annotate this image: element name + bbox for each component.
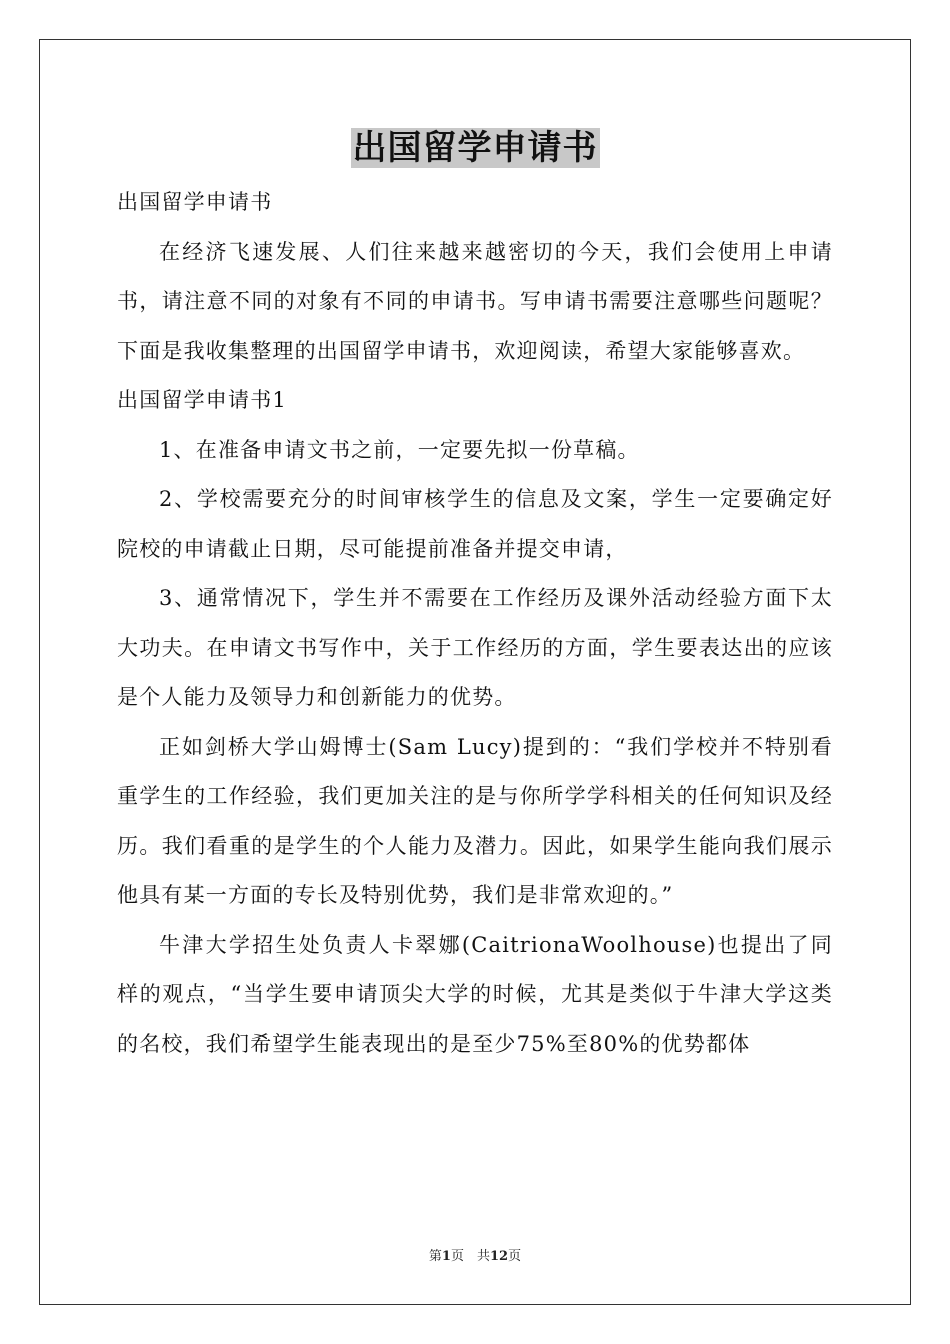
paragraph-cambridge-quote: 正如剑桥大学山姆博士(Sam Lucy)提到的：“我们学校并不特别看重学生的工作经验，我们更加关注的是与你所学学科相关的任何知识及经历。我们看重的是学生的个人能力及潜力。因此，如果学生能向我们展示他具有某一方面的专长及特别优势，我们是非常欢迎的。” [117,734,833,907]
paragraph-point-3: 3、通常情况下，学生并不需要在工作经历及课外活动经验方面下太大功夫。在申请文书写作中，关于工作经历的方面，学生要表达出的应该是个人能力及领导力和创新能力的优势。 [117,586,833,709]
document-body [117,178,833,1069]
paragraph-oxford-quote: 牛津大学招生处负责人卡翠娜(CaitrionaWoolhouse)也提出了同样的观点，“当学生要申请顶尖大学的时候，尤其是类似于牛津大学这类的名校，我们希望学生能表现出的是至少75%至80%的优势都体 [117,932,833,1056]
paragraph-section-heading: 出国留学申请书1 [117,388,287,412]
paragraph-point-2: 2、学校需要充分的时间审核学生的信息及文案，学生一定要确定好院校的申请截止日期，尽可能提前准备并提交申请， [117,487,833,561]
paragraph-point-1: 1、在准备申请文书之前，一定要先拟一份草稿。 [159,437,640,462]
title-container [0,128,950,168]
footer-mid: 页 共 [450,1249,490,1264]
footer-suffix: 页 [508,1249,522,1264]
paragraph-subtitle: 出国留学申请书 [117,190,273,214]
footer-current-page: 1 [441,1249,451,1264]
footer-total-pages: 12 [489,1249,509,1264]
page-footer [0,1248,950,1266]
document-title: 出国留学申请书 [352,128,598,168]
footer-prefix: 第 [428,1249,442,1264]
paragraph-intro: 在经济飞速发展、人们往来越来越密切的今天，我们会使用上申请书，请注意不同的对象有不同的申请书。写申请书需要注意哪些问题呢？下面是我收集整理的出国留学申请书，欢迎阅读，希望大家能够喜欢。 [117,239,833,363]
